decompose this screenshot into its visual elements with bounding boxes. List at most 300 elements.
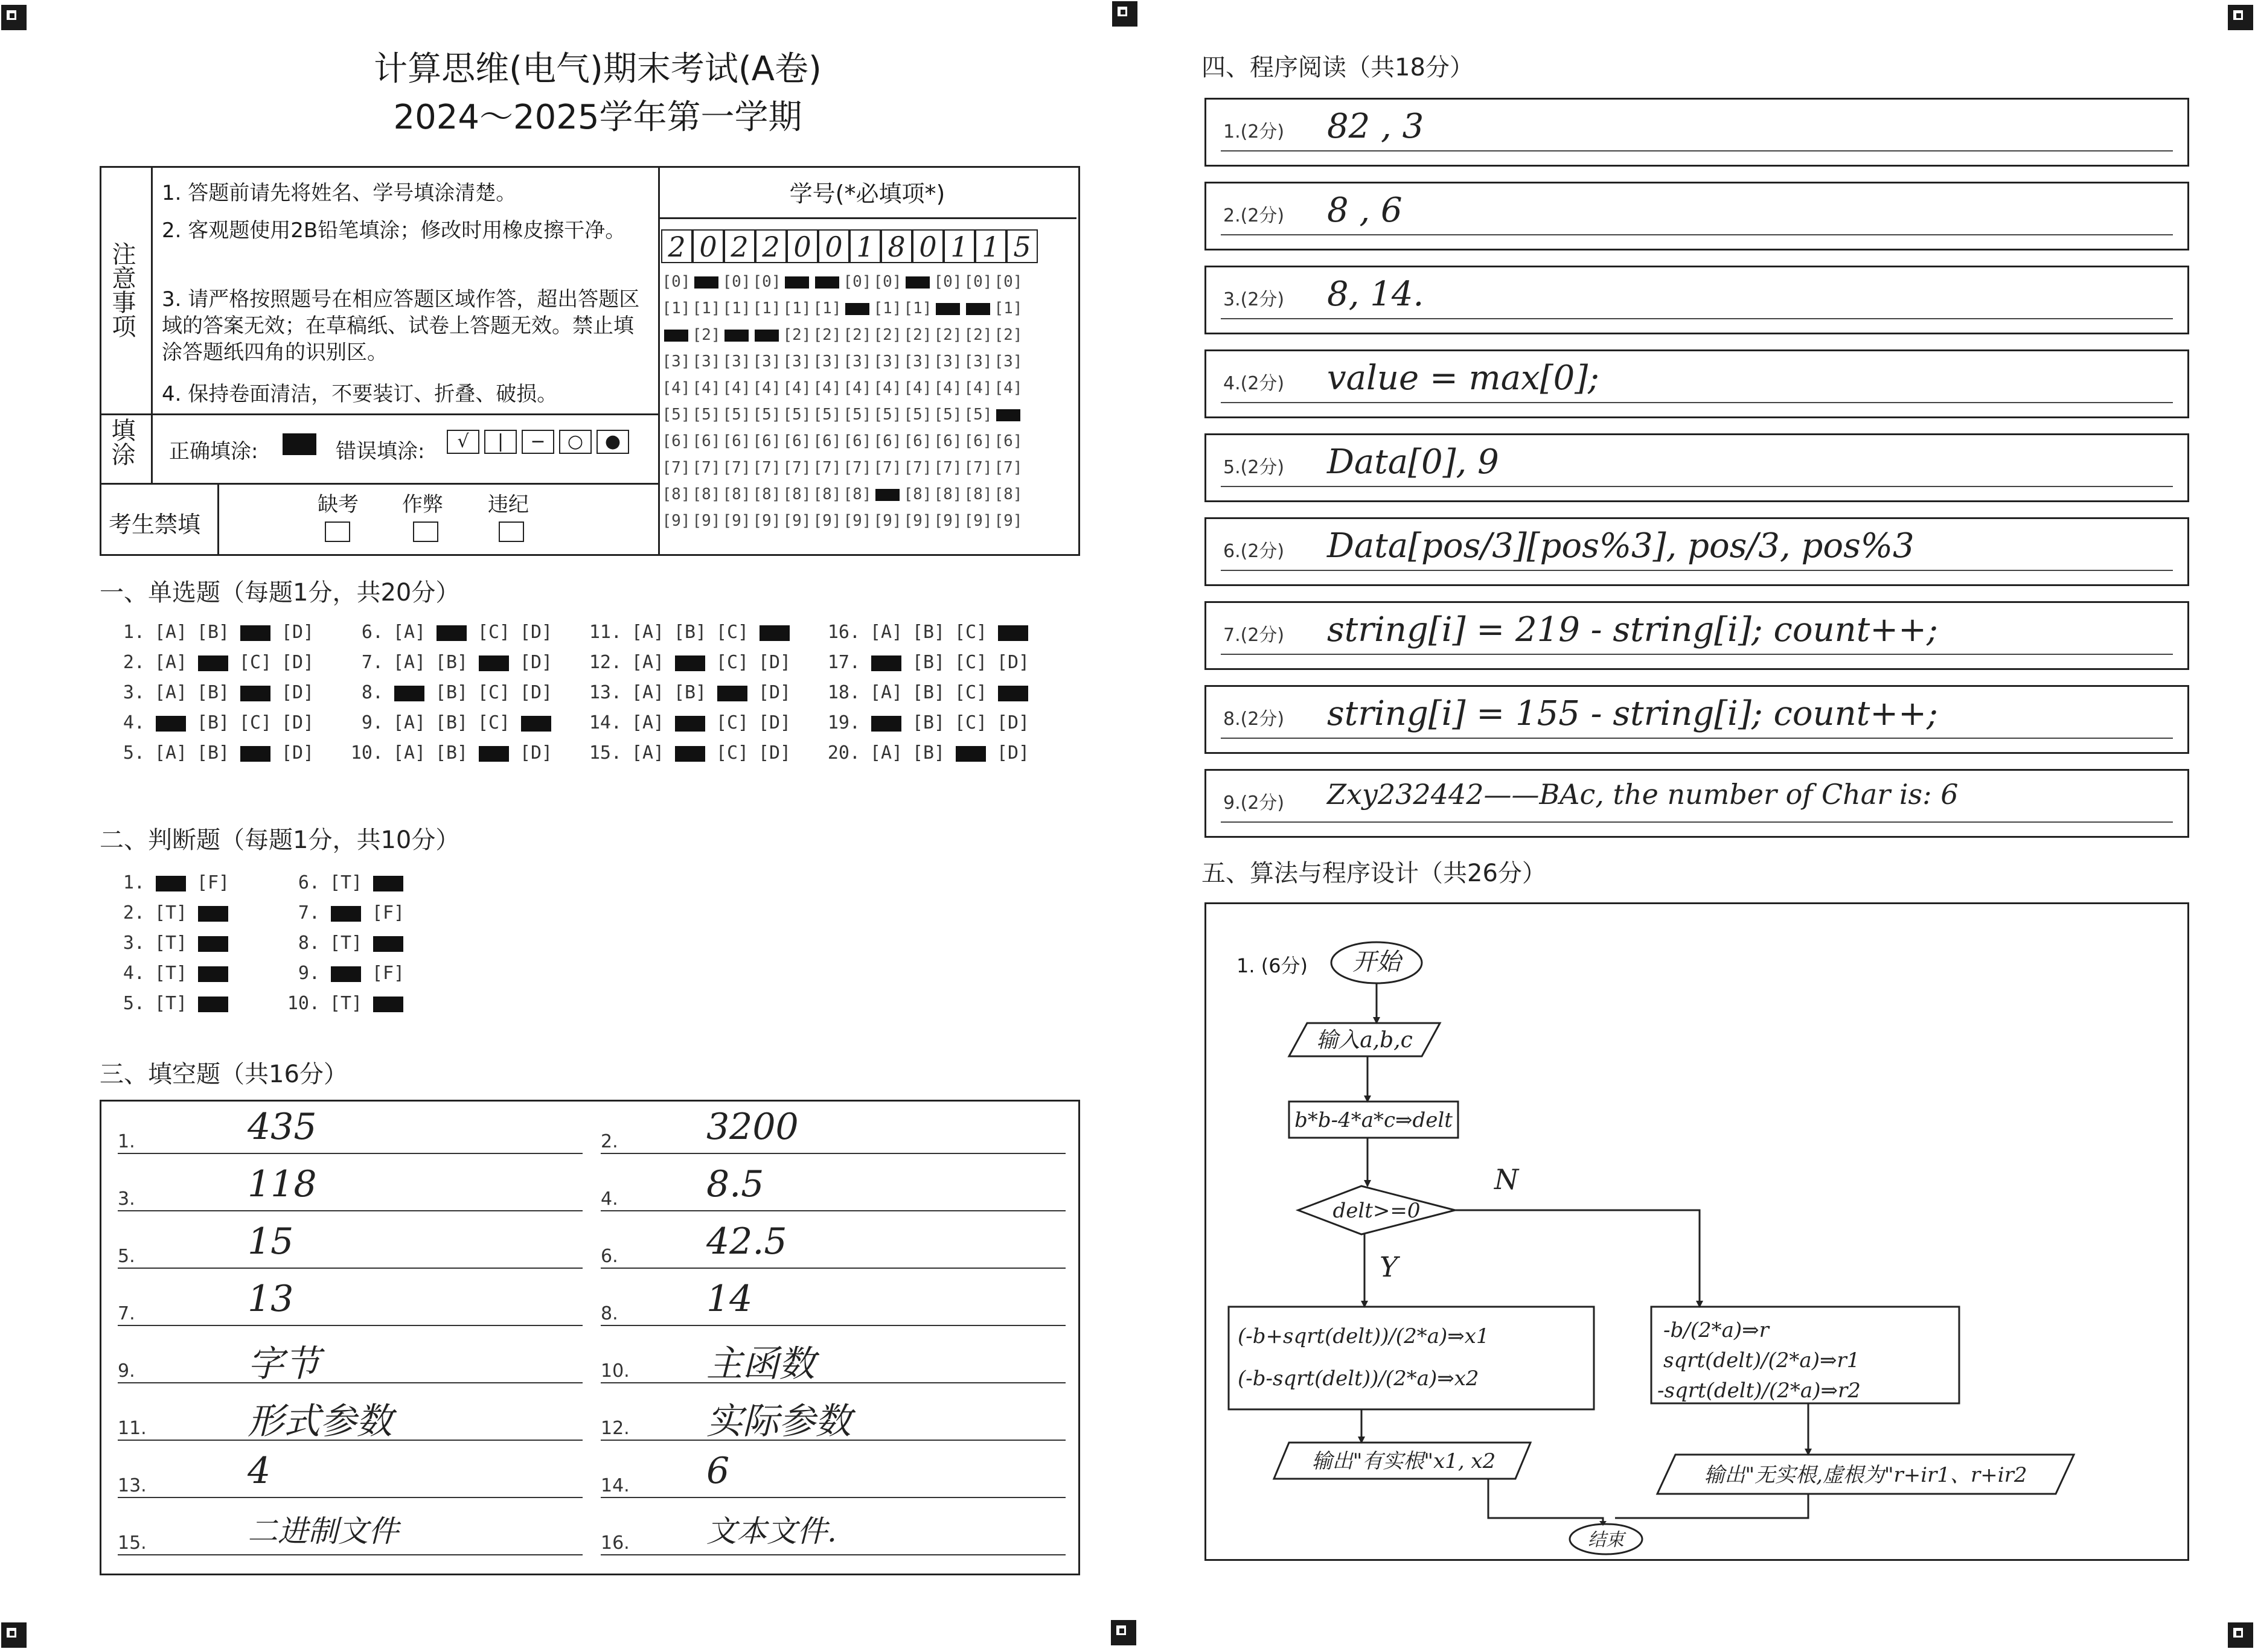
option-f[interactable]: [F] [196,872,230,893]
student-id-bubble[interactable]: [5] [813,406,842,424]
option-t[interactable] [325,902,367,923]
program-answer[interactable]: 8 , 6 [1327,191,1403,230]
student-id-bubble[interactable]: [3] [722,352,751,371]
student-id-bubble[interactable]: [0] [752,273,781,291]
option-c[interactable] [473,652,515,673]
option-c[interactable]: [C] [477,682,511,703]
program-answer[interactable]: string[i] = 219 - string[i]; count++; [1327,610,1938,649]
student-id-bubble[interactable]: [0] [843,273,872,291]
student-id-bubble[interactable]: [9] [843,512,872,530]
student-id-bubble[interactable]: [1] [662,299,691,317]
student-id-bubble[interactable]: [4] [873,379,902,397]
single-choice-question [586,742,796,764]
student-id-bubble[interactable]: [1] [692,299,721,317]
option-b[interactable]: [B] [673,622,707,643]
student-id-bubble[interactable]: [1] [722,299,751,317]
student-id-bubble[interactable]: [3] [782,352,811,371]
forbidden-violation-label: 违纪 [488,493,529,517]
student-id-bubble[interactable]: [7] [692,459,721,477]
student-id-digit: 5 [1006,229,1038,263]
registration-mark-top-center [1112,1,1137,27]
option-d[interactable]: [D] [519,652,553,673]
student-id-bubble[interactable]: [5] [782,406,811,424]
program-reading-box [1204,182,2189,250]
blank-answer[interactable]: 形式参数 [248,1400,392,1443]
option-d[interactable]: [D] [758,652,792,673]
student-id-bubble[interactable] [842,299,872,317]
student-id-bubble[interactable]: [3] [964,352,993,371]
student-id-bubble[interactable]: [6] [994,432,1023,450]
forbidden-absent-checkbox[interactable] [325,521,350,542]
student-id-bubble[interactable]: [1] [873,299,902,317]
option-a[interactable]: [A] [392,742,426,764]
student-id-bubble[interactable]: [5] [843,406,872,424]
student-id-bubble[interactable]: [9] [782,512,811,530]
student-id-bubble[interactable]: [9] [813,512,842,530]
student-id-bubble[interactable]: [7] [873,459,902,477]
option-a[interactable]: [A] [154,652,188,673]
blank-answer[interactable]: 6 [706,1450,730,1492]
option-c[interactable]: [C] [954,712,988,733]
student-id-bubble[interactable]: [9] [752,512,781,530]
question-number: 10. [350,742,383,764]
program-answer[interactable]: string[i] = 155 - string[i]; count++; [1327,694,1938,733]
option-d[interactable]: [D] [758,682,792,703]
student-id-bubble[interactable]: [8] [662,485,691,503]
option-a[interactable] [388,682,430,703]
student-id-bubble[interactable]: [9] [903,512,932,530]
program-question-label: 9.(2分) [1223,793,1285,814]
option-a[interactable] [865,712,907,733]
option-c[interactable]: [C] [715,712,749,733]
student-id-bubble[interactable]: [7] [994,459,1023,477]
option-d[interactable]: [D] [996,742,1030,764]
option-a[interactable] [865,652,907,673]
forbidden-cheat-label: 作弊 [402,493,443,517]
option-f[interactable] [367,993,409,1014]
option-b[interactable]: [B] [435,742,469,764]
student-id-bubble[interactable]: [3] [903,352,932,371]
option-f[interactable] [192,963,234,984]
student-id-bubble[interactable]: [7] [722,459,751,477]
question-number: 2. [123,652,145,673]
blank-answer[interactable]: 14 [706,1278,753,1320]
option-d[interactable]: [D] [281,712,315,733]
section3-title: 三、填空题（共16分） [100,1060,348,1088]
single-choice-question [347,652,557,673]
option-b[interactable]: [B] [912,682,945,703]
blank-answer[interactable]: 118 [248,1163,317,1205]
student-id-bubble-row [661,432,1023,459]
question-number: 7. [298,902,320,923]
filled-mark [694,276,718,289]
true-false-question [284,933,409,954]
student-id-bubble[interactable]: [2] [843,326,872,344]
student-id-bubble[interactable]: [6] [722,432,751,450]
student-id-bubble[interactable]: [3] [933,352,962,371]
option-b[interactable]: [B] [196,622,230,643]
option-c[interactable] [234,742,277,764]
option-b[interactable]: [B] [196,712,230,733]
student-id-bubble[interactable]: [3] [873,352,902,371]
option-b[interactable] [669,712,711,733]
option-d[interactable]: [D] [996,652,1030,673]
student-id-bubble[interactable]: [6] [964,432,993,450]
page-subtitle: 2024～2025学年第一学期 [393,98,802,137]
blank-answer[interactable]: 8.5 [706,1163,764,1205]
question-number: 11. [589,622,622,643]
option-b[interactable]: [B] [912,622,945,643]
option-b[interactable] [430,622,473,643]
blank-answer[interactable]: 3200 [706,1106,799,1148]
blank-answer[interactable]: 文本文件. [706,1514,837,1549]
option-d[interactable]: [D] [758,712,792,733]
option-f[interactable] [192,933,234,954]
option-a[interactable]: [A] [869,682,903,703]
student-id-bubble[interactable]: [2] [873,326,902,344]
option-d[interactable]: [D] [281,622,315,643]
student-id-bubble[interactable]: [0] [933,273,962,291]
student-id-bubble[interactable]: [2] [933,326,962,344]
student-id-bubble[interactable]: [8] [903,485,932,503]
flow-out-real-text: 输出"有实根"x1, x2 [1311,1449,1496,1473]
option-b[interactable]: [B] [912,742,945,764]
option-d[interactable] [515,712,557,733]
student-id-bubble[interactable] [993,406,1023,424]
option-c[interactable]: [C] [715,742,749,764]
student-id-bubble[interactable] [721,326,752,344]
student-id-bubble[interactable]: [9] [692,512,721,530]
filled-mark [156,716,186,732]
option-c[interactable] [234,622,277,643]
single-choice-question [586,622,796,643]
student-id-bubble[interactable]: [1] [994,299,1023,317]
option-c[interactable] [711,682,753,703]
question-number: 5. [123,993,145,1014]
option-t[interactable] [150,872,192,893]
option-d[interactable]: [D] [519,742,553,764]
fill-label: 填涂 [107,418,135,466]
filled-mark [198,655,228,671]
student-id-bubble[interactable]: [3] [662,352,691,371]
option-t[interactable] [325,963,367,984]
student-id-bubble[interactable] [782,273,812,291]
student-id-bubble[interactable]: [0] [722,273,751,291]
student-id-bubble[interactable]: [2] [782,326,811,344]
student-id-bubble[interactable]: [6] [662,432,691,450]
option-b[interactable] [192,652,234,673]
student-id-bubble[interactable] [812,273,842,291]
student-id-bubble[interactable]: [4] [843,379,872,397]
student-id-bubble[interactable]: [4] [692,379,721,397]
question-number: 9. [361,712,383,733]
program-answer[interactable]: 82 , 3 [1327,107,1424,146]
question-number: 8. [298,933,320,954]
option-b[interactable]: [B] [435,682,469,703]
option-a[interactable]: [A] [392,652,426,673]
blank-answer[interactable]: 主函数 [706,1343,815,1385]
student-id-bubble[interactable]: [7] [752,459,781,477]
option-f[interactable] [367,872,409,893]
option-f[interactable]: [F] [371,902,405,923]
option-c[interactable]: [C] [238,652,272,673]
option-c[interactable]: [C] [477,712,511,733]
option-c[interactable]: [C] [954,652,988,673]
blank-line [601,1382,1066,1383]
student-id-bubble[interactable]: [1] [903,299,932,317]
student-id-bubble-row [661,352,1023,379]
option-t[interactable]: [T] [329,993,363,1014]
option-t[interactable]: [T] [154,933,188,954]
option-d[interactable]: [D] [519,682,553,703]
option-a[interactable]: [A] [869,742,903,764]
student-id-bubble[interactable]: [1] [782,299,811,317]
student-id-bubble[interactable]: [8] [722,485,751,503]
question-number: 4. [123,963,145,984]
student-id-bubble[interactable]: [4] [933,379,962,397]
student-id-bubble[interactable]: [0] [964,273,993,291]
student-id-bubble[interactable]: [3] [692,352,721,371]
option-a[interactable]: [A] [392,712,426,733]
forbidden-violation-checkbox[interactable] [499,521,524,542]
student-id-bubble[interactable]: [9] [873,512,902,530]
student-id-bubble[interactable] [752,326,782,344]
option-t[interactable]: [T] [154,902,188,923]
student-id-bubble[interactable]: [5] [903,406,932,424]
blank-number: 16. [601,1532,630,1554]
option-c[interactable] [473,742,515,764]
student-id-bubble[interactable]: [5] [752,406,781,424]
student-id-bubble[interactable]: [4] [903,379,932,397]
blank-answer[interactable]: 42.5 [706,1220,787,1263]
single-choice-question [109,622,319,643]
blank-answer[interactable]: 字节 [248,1343,320,1385]
option-t[interactable]: [T] [154,993,188,1014]
student-id-bubble[interactable]: [5] [964,406,993,424]
student-id-bubble[interactable] [903,273,933,291]
option-a[interactable]: [A] [154,622,188,643]
student-id-bubble[interactable] [933,299,963,317]
option-b[interactable]: [B] [673,682,707,703]
student-id-bubble[interactable]: [4] [964,379,993,397]
question-number: 2. [123,902,145,923]
student-id-bubble[interactable]: [2] [903,326,932,344]
student-id-bubble[interactable]: [7] [964,459,993,477]
program-answer[interactable]: value = max[0]; [1327,359,1599,398]
student-id-bubble[interactable]: [2] [994,326,1023,344]
student-id-bubble[interactable]: [7] [933,459,962,477]
student-id-bubble[interactable]: [4] [662,379,691,397]
student-id-bubble[interactable] [872,485,903,503]
option-t[interactable]: [T] [329,872,363,893]
option-d[interactable]: [D] [281,652,315,673]
option-b[interactable]: [B] [196,742,230,764]
student-id-bubble[interactable]: [7] [813,459,842,477]
student-id-bubble[interactable]: [9] [722,512,751,530]
option-c[interactable]: [C] [477,622,511,643]
student-id-bubble[interactable]: [5] [662,406,691,424]
option-a[interactable] [150,712,192,733]
option-b[interactable]: [B] [912,652,945,673]
student-id-bubble[interactable]: [2] [964,326,993,344]
student-id-bubble[interactable] [691,273,721,291]
blank-answer[interactable]: 4 [248,1450,271,1492]
student-id-bubble[interactable]: [5] [692,406,721,424]
student-id-bubble[interactable]: [3] [994,352,1023,371]
student-id-bubble[interactable] [963,299,993,317]
student-id-bubble[interactable]: [4] [994,379,1023,397]
option-c[interactable] [950,742,992,764]
blank-answer[interactable]: 二进制文件 [248,1514,398,1549]
program-answer[interactable]: Data[0], 9 [1327,442,1499,482]
student-id-bubble[interactable]: [6] [813,432,842,450]
student-id-bubble[interactable]: [3] [813,352,842,371]
student-id-bubble[interactable]: [7] [662,459,691,477]
registration-mark-bottom-right [2228,1622,2253,1648]
student-id-bubble[interactable]: [8] [692,485,721,503]
student-id-bubble[interactable]: [8] [994,485,1023,503]
filled-mark [871,655,901,671]
student-id-bubble[interactable]: [0] [873,273,902,291]
student-id-bubble[interactable]: [0] [662,273,691,291]
option-a[interactable]: [A] [631,652,665,673]
student-id-bubble[interactable]: [8] [813,485,842,503]
option-b[interactable]: [B] [196,682,230,703]
option-a[interactable]: [A] [631,712,665,733]
student-id-bubble[interactable]: [4] [813,379,842,397]
option-f[interactable] [367,933,409,954]
blank-number: 3. [118,1188,135,1210]
student-id-bubble[interactable]: [8] [964,485,993,503]
option-t[interactable]: [T] [154,963,188,984]
student-id-bubble[interactable]: [6] [903,432,932,450]
option-d[interactable]: [D] [519,622,553,643]
option-b[interactable] [669,652,711,673]
option-d[interactable]: [D] [281,742,315,764]
option-c[interactable]: [C] [715,622,749,643]
blank-line [118,1268,583,1269]
flow-out-imaginary-text: 输出"无实根,虚根为"r+ir1、r+ir2 [1704,1463,2027,1487]
student-id-bubble[interactable]: [9] [994,512,1023,530]
program-question-label: 1.(2分) [1223,121,1285,142]
single-choice-question [109,682,319,703]
program-answer[interactable]: Zxy232442——BAc, the number of Char is: 6 [1327,778,1959,811]
wrong-example-dash-icon: − [522,430,554,454]
student-id-bubble[interactable]: [4] [782,379,811,397]
option-d[interactable]: [D] [758,742,792,764]
option-f[interactable] [192,993,234,1014]
student-id-bubble[interactable]: [8] [752,485,781,503]
student-id-bubble[interactable]: [8] [782,485,811,503]
option-a[interactable]: [A] [869,622,903,643]
single-choice-question [347,742,557,764]
student-id-bubble[interactable]: [1] [752,299,781,317]
student-id-bubble[interactable]: [1] [813,299,842,317]
student-id-bubble[interactable]: [9] [662,512,691,530]
option-c[interactable] [234,682,277,703]
student-id-bubble[interactable]: [3] [752,352,781,371]
student-id-bubble[interactable]: [6] [782,432,811,450]
blank-answer[interactable]: 实际参数 [706,1400,851,1443]
option-d[interactable] [992,682,1034,703]
student-id-bubble[interactable]: [4] [722,379,751,397]
student-id-digit: 0 [787,229,818,263]
option-c[interactable]: [C] [715,652,749,673]
option-c[interactable]: [C] [238,712,272,733]
option-b[interactable] [669,742,711,764]
option-a[interactable]: [A] [392,622,426,643]
student-id-bubble[interactable]: [6] [933,432,962,450]
student-id-bubble[interactable]: [2] [692,326,721,344]
option-d[interactable] [992,622,1034,643]
wrong-example-check-icon: √ [447,430,479,454]
single-choice-question [347,682,557,703]
option-d[interactable]: [D] [281,682,315,703]
option-d[interactable] [753,622,796,643]
option-b[interactable]: [B] [435,712,469,733]
flow-start-text: 开始 [1352,948,1401,976]
student-id-bubble[interactable]: [9] [933,512,962,530]
option-a[interactable]: [A] [631,622,665,643]
student-id-bubble[interactable]: [3] [843,352,872,371]
student-id-bubble-row [661,273,1023,299]
blank-answer[interactable]: 13 [248,1278,294,1320]
blank-answer[interactable]: 15 [248,1220,294,1263]
student-id-digit: 0 [912,229,944,263]
filled-mark [996,409,1020,421]
option-a[interactable]: [A] [154,682,188,703]
answer-line [1221,570,2173,571]
option-c[interactable]: [C] [954,622,988,643]
filled-mark [198,936,228,952]
student-id-bubble[interactable]: [6] [752,432,781,450]
option-b[interactable]: [B] [435,652,469,673]
student-id-bubble[interactable]: [5] [873,406,902,424]
student-id-bubble[interactable]: [8] [843,485,872,503]
option-c[interactable]: [C] [954,682,988,703]
filled-mark [198,966,228,982]
student-id-bubble[interactable]: [6] [873,432,902,450]
student-id-bubble[interactable]: [5] [933,406,962,424]
student-id-bubble[interactable]: [5] [722,406,751,424]
student-id-bubble[interactable]: [0] [994,273,1023,291]
student-id-bubble[interactable] [661,326,691,344]
program-answer[interactable]: 8, 14. [1327,275,1424,314]
student-id-bubble[interactable]: [7] [843,459,872,477]
student-id-bubble[interactable]: [7] [903,459,932,477]
blank-answer[interactable]: 435 [248,1106,317,1148]
student-id-bubble[interactable]: [8] [933,485,962,503]
student-id-bubble[interactable]: [6] [843,432,872,450]
student-id-bubble[interactable]: [9] [964,512,993,530]
student-id-bubble[interactable]: [4] [752,379,781,397]
option-a[interactable]: [A] [631,742,665,764]
true-false-question [109,933,234,954]
option-b[interactable]: [B] [912,712,945,733]
option-f[interactable]: [F] [371,963,405,984]
student-id-bubble[interactable]: [6] [692,432,721,450]
option-t[interactable]: [T] [329,933,363,954]
program-reading-box [1204,601,2189,670]
option-d[interactable]: [D] [996,712,1030,733]
student-id-bubble[interactable]: [2] [813,326,842,344]
forbidden-cheat-checkbox[interactable] [413,521,438,542]
student-id-bubble[interactable]: [7] [782,459,811,477]
option-a[interactable]: [A] [631,682,665,703]
option-f[interactable] [192,902,234,923]
program-answer[interactable]: Data[pos/3][pos%3], pos/3, pos%3 [1327,526,1914,566]
option-a[interactable]: [A] [154,742,188,764]
